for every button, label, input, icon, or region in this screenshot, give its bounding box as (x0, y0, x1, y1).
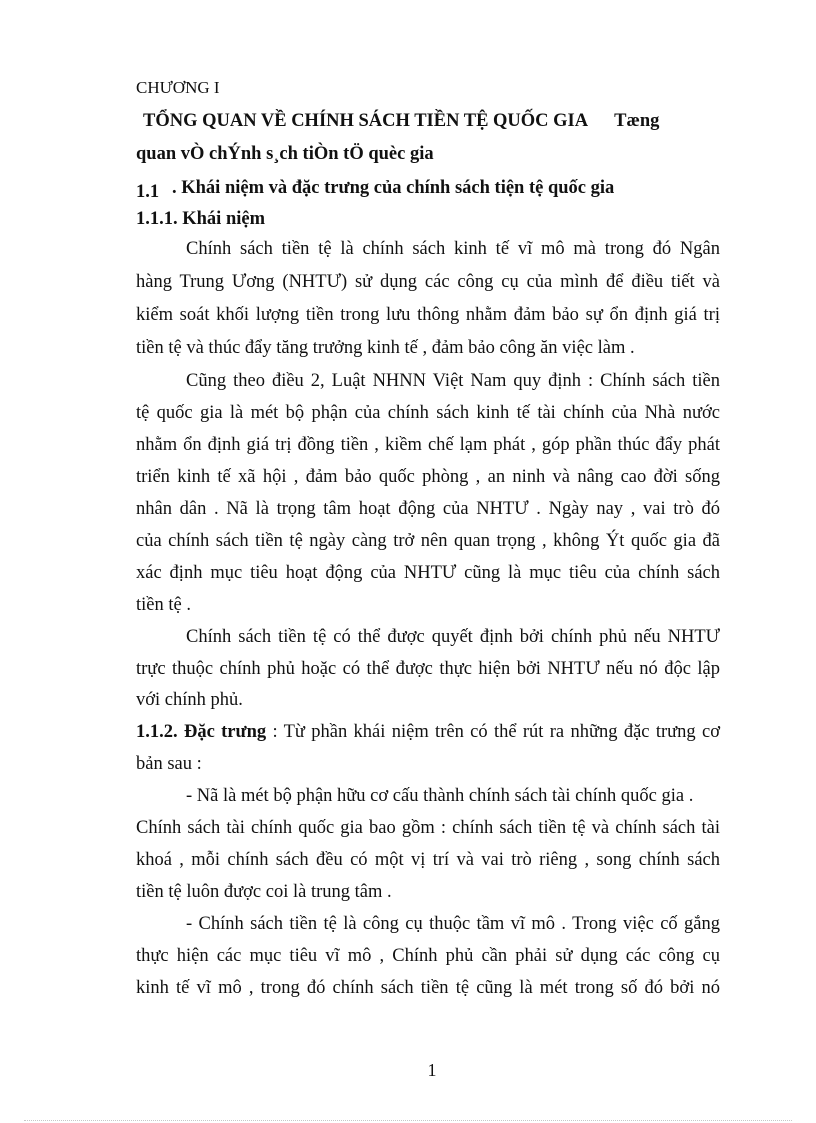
paragraph-5-line: - Chính sách tiền tệ là công cụ thuộc tầm vĩ mô . Trong việc cố gắng (186, 914, 720, 934)
subsection-intro: : Từ phần khái niệm trên có thể rút ra những đặc trưng cơ (266, 722, 720, 742)
paragraph-2-line: nhằm ổn định giá trị đồng tiền , kiềm chế lạm phát , góp phần thúc đẩy phát (136, 435, 720, 455)
heading-tail: Tæng (614, 111, 660, 131)
paragraph-2-line: triển kinh tế xã hội , đảm bảo quốc phòng , an ninh và nâng cao đời sống (136, 467, 720, 487)
paragraph-1-line: Chính sách tiền tệ là chính sách kinh tế vĩ mô mà trong đó Ngân (186, 239, 720, 259)
subsection-heading-1-1-2 (136, 720, 720, 744)
paragraph-2-line: xác định mục tiêu hoạt động của NHTƯ cũng là mục tiêu của chính sách (136, 563, 720, 583)
chapter-label: CHƯƠNG I (136, 78, 220, 97)
page-divider (24, 1120, 792, 1121)
section-number: 1.1 (136, 182, 160, 202)
paragraph-1-line: tiền tệ và thúc đẩy tăng trưởng kinh tế , đảm bảo công ăn việc làm . (136, 338, 635, 358)
heading-line-1 (143, 109, 720, 133)
paragraph-4-line: khoá , mỗi chính sách đều có một vị trí và vai trò riêng , song chính sách (136, 850, 720, 870)
subsection-heading-1-1-1: 1.1.1. Khái niệm (136, 209, 265, 229)
paragraph-2-line: nhân dân . Nã là trọng tâm hoạt động của NHTƯ . Ngày nay , vai trò đó (136, 499, 720, 519)
section-title: . Khái niệm và đặc trưng của chính sách tiện tệ quốc gia (172, 178, 615, 198)
heading-main: TỔNG QUAN VỀ CHÍNH SÁCH TIỀN TỆ QUỐC GIA (143, 111, 589, 131)
section-heading-1-1 (136, 176, 720, 200)
heading-line-2: quan vÒ chÝnh s¸ch tiÒn tÖ quèc gia (136, 144, 434, 164)
paragraph-3-line: trực thuộc chính phủ hoặc có thể được thực hiện bởi NHTƯ nếu nó độc lập (136, 659, 720, 679)
paragraph-2-line: Cũng theo điều 2, Luật NHNN Việt Nam quy định : Chính sách tiền (186, 371, 720, 391)
paragraph-1-line: kiểm soát khối lượng tiền trong lưu thông nhằm đảm bảo sự ổn định giá trị (136, 305, 720, 325)
paragraph-3-line: với chính phủ. (136, 690, 243, 710)
subsection-intro-line: bản sau : (136, 754, 202, 774)
page-number: 1 (427, 1060, 437, 1080)
paragraph-2-line: tệ quốc gia là mét bộ phận của chính sách kinh tế tài chính của Nhà nước (136, 403, 720, 423)
paragraph-1-line: hàng Trung Ương (NHTƯ) sử dụng các công cụ của mình để điều tiết và (136, 272, 720, 292)
paragraph-2-line: tiền tệ . (136, 595, 191, 615)
paragraph-5-line: thực hiện các mục tiêu vĩ mô , Chính phủ cần phải sử dụng các công cụ (136, 946, 720, 966)
paragraph-5-line: kinh tế vĩ mô , trong đó chính sách tiền tệ cũng là mét trong số đó bởi nó (136, 978, 720, 998)
paragraph-2-line: của chính sách tiền tệ ngày càng trở nên quan trọng , không Ýt quốc gia đã (136, 531, 720, 551)
paragraph-3-line: Chính sách tiền tệ có thể được quyết định bởi chính phủ nếu NHTƯ (186, 627, 720, 647)
subsection-title: 1.1.2. Đặc trưng (136, 722, 267, 742)
paragraph-4-line: - Nã là mét bộ phận hữu cơ cấu thành chính sách tài chính quốc gia . (186, 786, 694, 806)
paragraph-4-line: Chính sách tài chính quốc gia bao gồm : chính sách tiền tệ và chính sách tài (136, 818, 720, 838)
paragraph-4-line: tiền tệ luôn được coi là trung tâm . (136, 882, 392, 902)
